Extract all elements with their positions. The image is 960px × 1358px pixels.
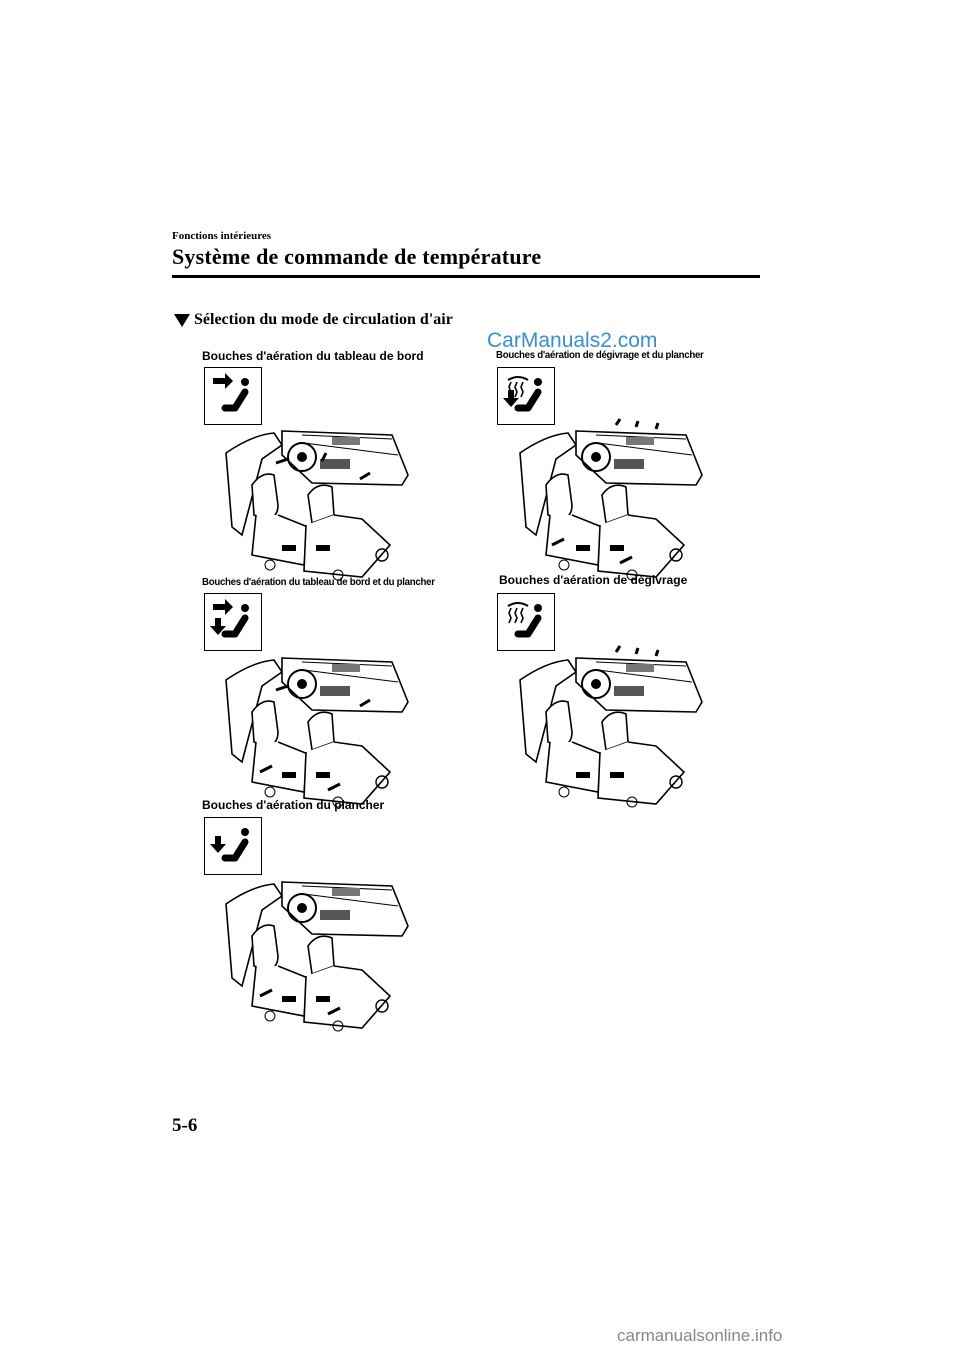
mode-label-defrost-floor: Bouches d'aération de dégivrage et du plancher (496, 349, 704, 361)
section-title: Fonctions intérieures (172, 230, 272, 242)
page-number: 5-6 (172, 1115, 198, 1136)
dashboard-illustration-defrost-floor (506, 415, 706, 585)
header-rule (172, 275, 760, 278)
page-title: Système de commande de température (172, 244, 542, 269)
dashboard-illustration-face-floor (212, 642, 412, 812)
subheading-text: Sélection du mode de circulation d'air (194, 311, 453, 328)
subheading (174, 311, 453, 329)
dashboard-illustration-defrost (506, 642, 706, 812)
watermark[interactable]: CarManuals2.com (487, 329, 658, 352)
footer-watermark[interactable]: carmanualsonline.info (617, 1326, 783, 1345)
mode-label-floor: Bouches d'aération du plancher (202, 798, 385, 812)
triangle-marker-icon (174, 314, 190, 327)
dashboard-illustration-floor (212, 866, 412, 1036)
mode-label-face-floor: Bouches d'aération du tableau de bord et du plancher (202, 576, 435, 588)
mode-label-defrost: Bouches d'aération de dégivrage (499, 573, 688, 587)
dashboard-illustration-face (212, 415, 412, 585)
mode-label-face: Bouches d'aération du tableau de bord (202, 349, 424, 363)
